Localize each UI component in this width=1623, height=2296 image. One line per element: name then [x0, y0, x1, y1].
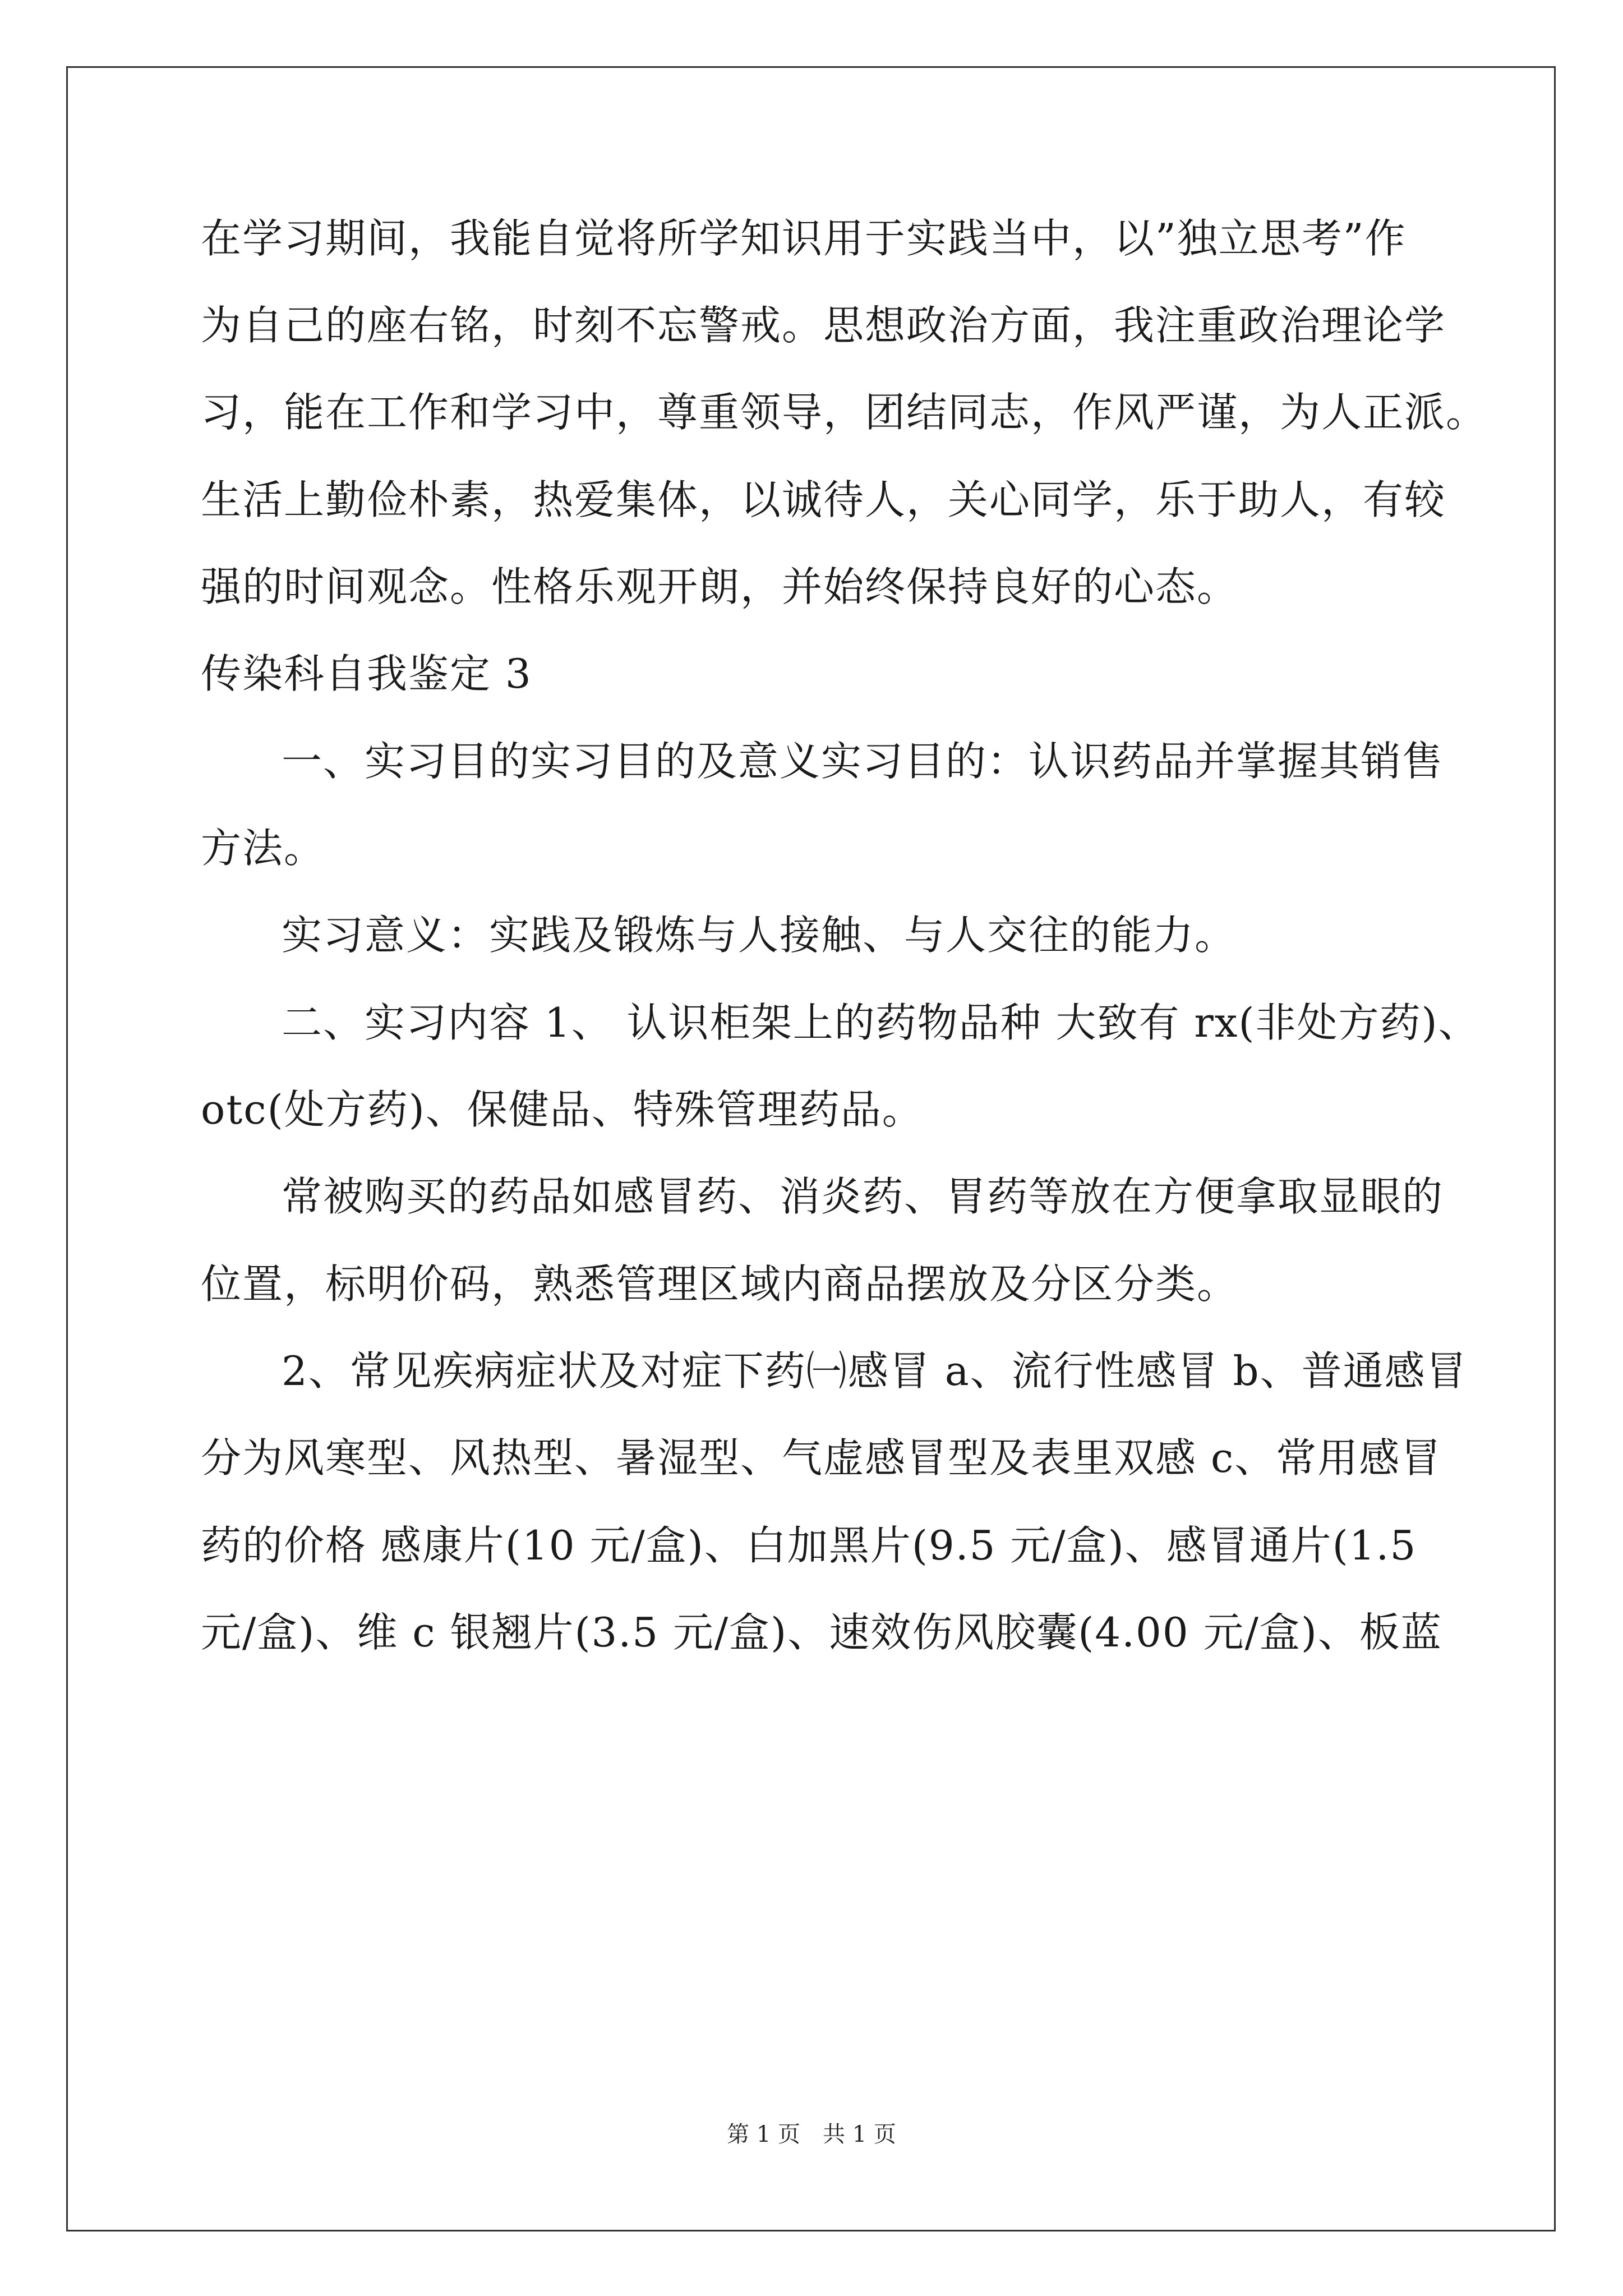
text-line-9: 实习意义：实践及锻炼与人接触、与人交往的能力。 — [282, 912, 1237, 959]
text-line-3: 习，能在工作和学习中，尊重领导，团结同志，作风严谨，为人正派。 — [201, 389, 1488, 436]
section-heading: 传染科自我鉴定 3 — [201, 650, 532, 697]
text-line-2: 为自己的座右铭，时刻不忘警戒。思想政治方面，我注重政治理论学 — [201, 302, 1446, 349]
text-line-1: 在学习期间，我能自觉将所学知识用于实践当中，以”独立思考”作 — [201, 215, 1407, 262]
text-line-4: 生活上勤俭朴素，热爱集体，以诚待人，关心同学，乐于助人，有较 — [201, 476, 1446, 523]
text-line-17: 元/盒)、维 c 银翘片(3.5 元/盒)、速效伤风胶囊(4.00 元/盒)、板蓝 — [201, 1609, 1442, 1656]
text-line-13: 位置，标明价码，熟悉管理区域内商品摆放及分区分类。 — [201, 1260, 1239, 1308]
text-line-5: 强的时间观念。性格乐观开朗，并始终保持良好的心态。 — [201, 563, 1239, 610]
text-line-16: 药的价格 感康片(10 元/盒)、白加黑片(9.5 元/盒)、感冒通片(1.5 — [201, 1522, 1417, 1569]
text-line-7: 一、实习目的实习目的及意义实习目的：认识药品并掌握其销售 — [282, 738, 1444, 785]
text-line-14: 2、常见疾病症状及对症下药㈠感冒 a、流行性感冒 b、普通感冒 — [282, 1347, 1468, 1395]
page-footer: 第 1 页 共 1 页 — [727, 2122, 896, 2147]
text-line-15: 分为风寒型、风热型、暑湿型、气虚感冒型及表里双感 c、常用感冒 — [201, 1434, 1442, 1481]
text-line-12: 常被购买的药品如感冒药、消炎药、胃药等放在方便拿取显眼的 — [282, 1173, 1444, 1220]
text-line-11: otc(处方药)、保健品、特殊管理药品。 — [201, 1086, 924, 1133]
text-line-8: 方法。 — [201, 825, 326, 872]
text-line-10: 二、实习内容 1、 认识柜架上的药物品种 大致有 rx(非处方药)、 — [282, 999, 1480, 1046]
